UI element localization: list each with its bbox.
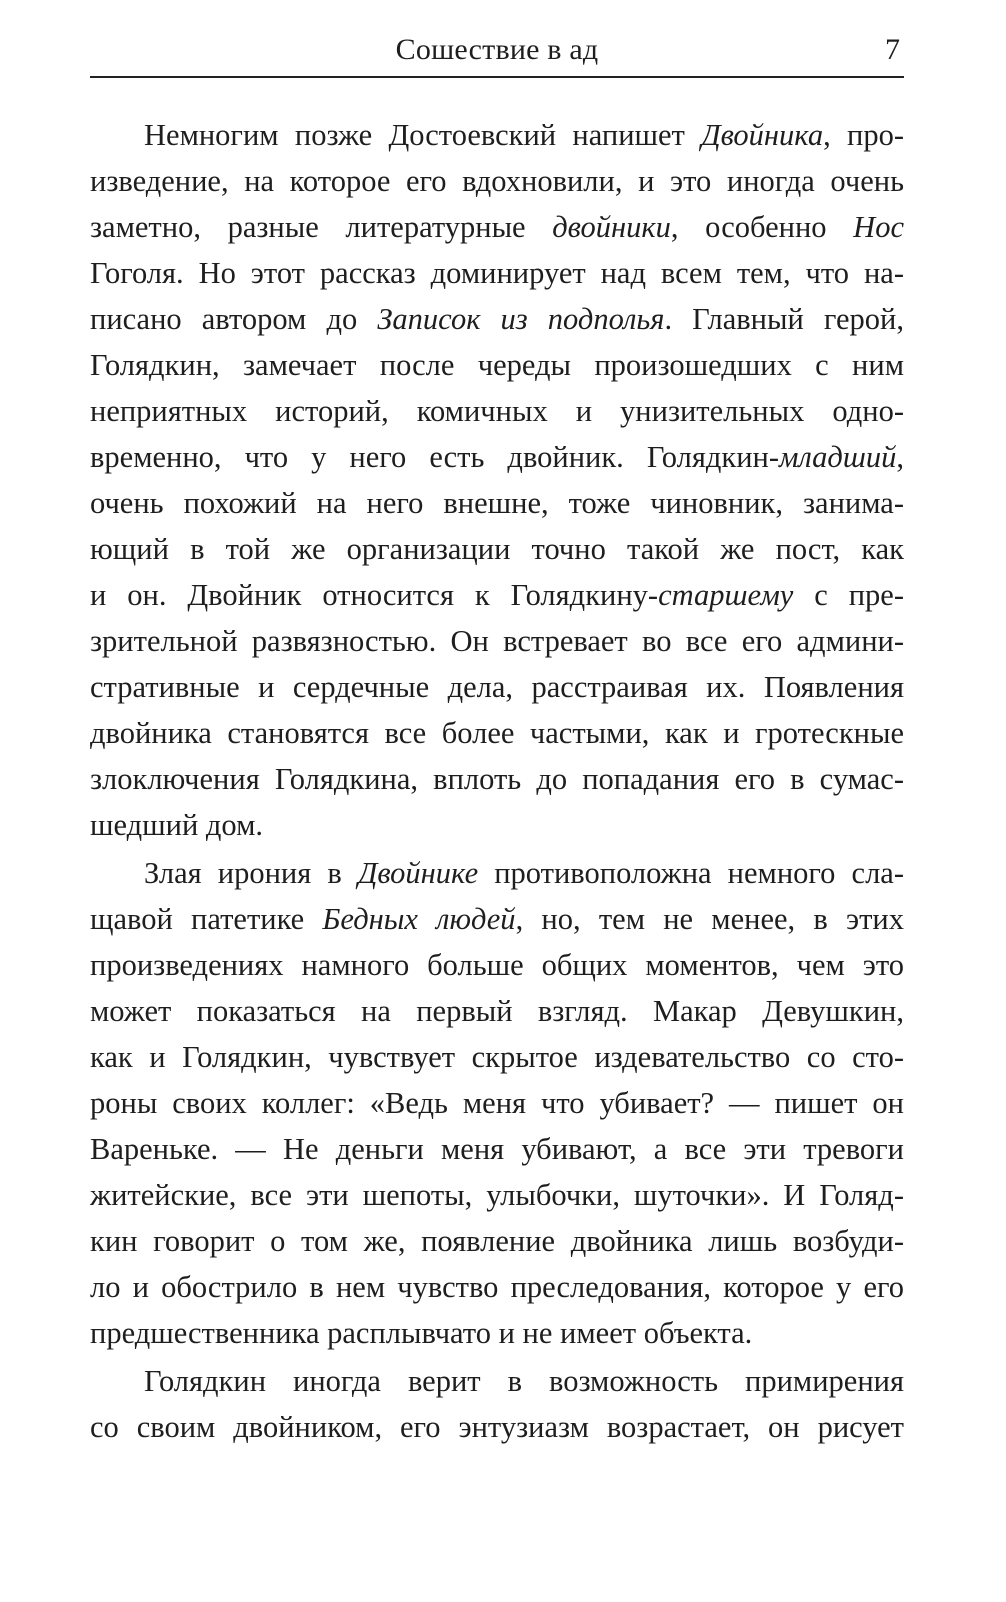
text-run: стративные и сердечные дела, расстраивая их. Появления: [90, 670, 904, 704]
text-run: шедший дом.: [90, 808, 264, 842]
header-rule: [90, 76, 904, 78]
text-run: ,: [896, 440, 904, 474]
text-line: [90, 388, 904, 434]
italic-title: младший: [779, 440, 897, 474]
text-line: [90, 850, 904, 896]
text-run: , про-: [823, 118, 904, 152]
text-run: Вареньке. — Не деньги меня убивают, а все эти тревоги: [90, 1132, 904, 1166]
text-run: и он. Двойник относится к Голядкину-: [90, 578, 659, 612]
text-run: со своим двойником, его энтузиазм возрастает, он рисует: [90, 1410, 904, 1444]
text-run: противоположна немного сла-: [478, 856, 904, 890]
text-run: временно, что у него есть двойник. Голядкин-: [90, 440, 780, 474]
italic-title: Бедных людей: [322, 902, 516, 936]
book-page: [90, 0, 904, 1602]
text-run: Голядкин иногда верит в возможность примирения: [144, 1364, 904, 1398]
text-run: как и Голядкин, чувствует скрытое издевательство со сто-: [90, 1040, 904, 1074]
text-run: житейские, все эти шепоты, улыбочки, шуточки». И Голяд-: [90, 1178, 904, 1212]
italic-title: Записок из подполья: [377, 302, 665, 336]
text-line: [90, 1126, 904, 1172]
text-run: кин говорит о том же, появление двойника лишь возбуди-: [90, 1224, 904, 1258]
text-line: [90, 756, 904, 802]
text-run: писано автором до: [90, 302, 378, 336]
italic-title: Нос: [853, 210, 904, 244]
text-line: [90, 1034, 904, 1080]
italic-title: Двойнике: [357, 856, 479, 890]
paragraph: [90, 850, 904, 1356]
text-line: [90, 802, 904, 848]
text-line: [90, 204, 904, 250]
text-run: заметно, разные литературные: [90, 210, 553, 244]
text-run: , особенно: [670, 210, 854, 244]
text-run: предшественника расплывчато и не имеет объекта.: [90, 1316, 753, 1350]
text-run: ющий в той же организации точно такой же пост, как: [90, 532, 904, 566]
text-line: [90, 896, 904, 942]
text-line: [90, 664, 904, 710]
running-head-title: Сошествие в ад: [395, 33, 599, 66]
text-line: [90, 342, 904, 388]
text-line: [90, 112, 904, 158]
body-text: [90, 112, 904, 1450]
text-run: произведениях намного больше общих моментов, чем это: [90, 948, 904, 982]
text-line: [90, 710, 904, 756]
text-line: [90, 158, 904, 204]
text-line: [90, 572, 904, 618]
text-run: Злая ирония в: [144, 856, 358, 890]
text-line: [90, 1358, 904, 1404]
page-number: 7: [885, 33, 900, 66]
text-line: [90, 434, 904, 480]
text-run: щавой патетике: [90, 902, 323, 936]
text-run: Голядкин, замечает после череды произошедших с ним: [90, 348, 904, 382]
text-line: [90, 1218, 904, 1264]
text-run: ло и обострило в нем чувство преследования, которое у его: [90, 1270, 904, 1304]
text-run: очень похожий на него внешне, тоже чиновник, занима-: [90, 486, 904, 520]
text-line: [90, 1080, 904, 1126]
paragraph: [90, 112, 904, 848]
text-line: [90, 1172, 904, 1218]
text-run: с пре-: [793, 578, 904, 612]
text-line: [90, 942, 904, 988]
text-run: двойника становятся все более частыми, как и гротескные: [90, 716, 904, 750]
text-run: . Главный герой,: [664, 302, 904, 336]
text-run: может показаться на первый взгляд. Макар Девушкин,: [90, 994, 904, 1028]
text-run: злоключения Голядкина, вплоть до попадания его в сумас-: [90, 762, 904, 796]
text-line: [90, 1310, 904, 1356]
text-line: [90, 1264, 904, 1310]
italic-title: Двойника: [701, 118, 824, 152]
text-line: [90, 526, 904, 572]
running-head: [90, 30, 904, 70]
text-line: [90, 296, 904, 342]
italic-title: старшему: [658, 578, 794, 612]
paragraph: [90, 1358, 904, 1450]
text-line: [90, 480, 904, 526]
text-line: [90, 618, 904, 664]
text-run: неприятных историй, комичных и унизительных одно-: [90, 394, 904, 428]
text-run: изведение, на которое его вдохновили, и это иногда очень: [90, 164, 904, 198]
italic-title: двойники: [552, 210, 671, 244]
text-line: [90, 1404, 904, 1450]
text-run: Гоголя. Но этот рассказ доминирует над всем тем, что на-: [90, 256, 904, 290]
text-run: зрительной развязностью. Он встревает во все его админи-: [90, 624, 904, 658]
text-run: , но, тем не менее, в этих: [515, 902, 904, 936]
text-line: [90, 988, 904, 1034]
text-run: роны своих коллег: «Ведь меня что убивает? — пишет он: [90, 1086, 904, 1120]
text-line: [90, 250, 904, 296]
text-run: Немногим позже Достоевский напишет: [144, 118, 702, 152]
